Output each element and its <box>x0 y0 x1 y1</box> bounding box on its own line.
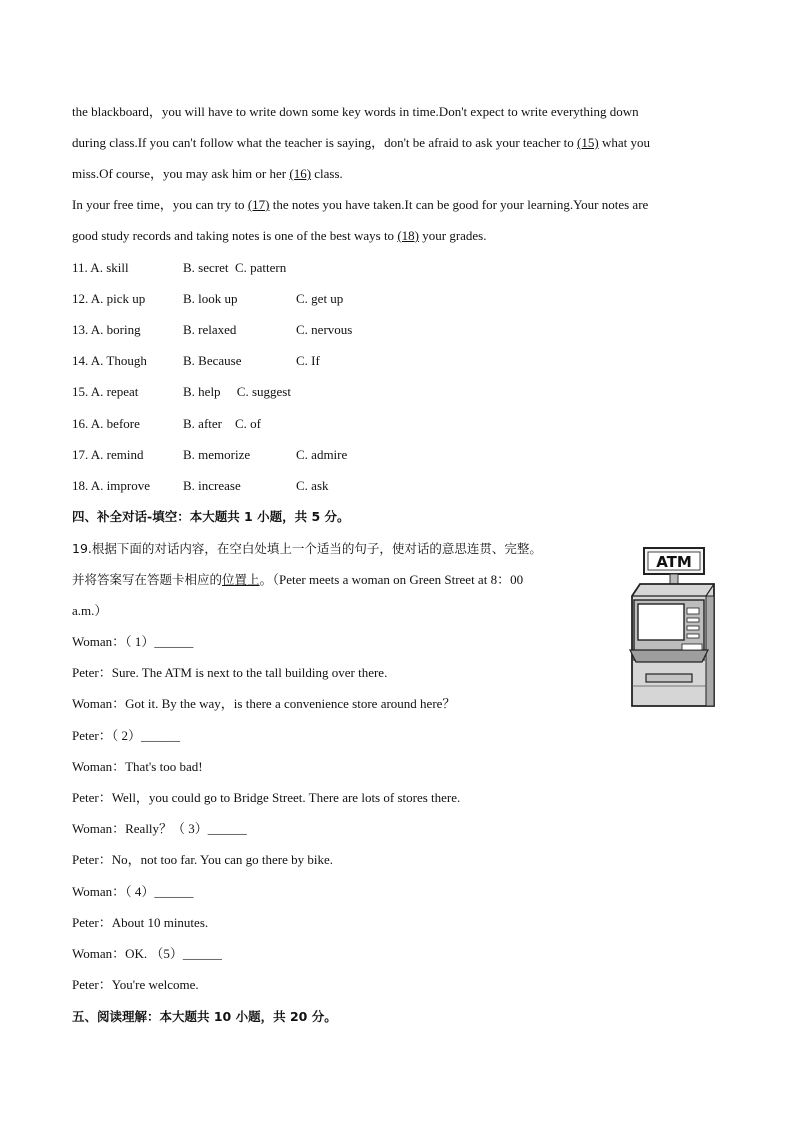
option-a: 11. A. skill <box>72 260 129 275</box>
option-b: B. Because <box>183 353 242 368</box>
option-a: 17. A. remind <box>72 447 144 462</box>
dialog-line: Peter：About 10 minutes. <box>72 915 209 930</box>
dialog-line: Peter：You're welcome. <box>72 977 199 992</box>
atm-machine-illustration <box>626 546 720 708</box>
passage-line-4 <box>72 197 648 213</box>
dialog-line: Woman：Really？（ 3）______ <box>72 821 247 836</box>
option-b: B. look up <box>183 291 238 306</box>
atm-button-icon <box>687 626 699 630</box>
dialog-line: Woman：Got it. By the way，is there a convenience store around here？ <box>72 696 456 711</box>
dialog-line: Peter：Sure. The ATM is next to the tall building over there. <box>72 665 388 680</box>
text: 。（Peter meets a woman on Green Street at 8：00 <box>259 572 524 587</box>
question-19-line-2 <box>72 572 523 588</box>
option-a: 15. A. repeat <box>72 384 139 399</box>
dialog-line: Peter：No，not too far. You can go there by bike. <box>72 852 334 867</box>
atm-cash-slot <box>646 674 692 682</box>
blank-16: (16) <box>289 166 312 181</box>
text: during class.If you can't follow what the teacher is saying，don't be afraid to ask your teacher to <box>72 135 578 150</box>
option-b: B. secret C. pattern <box>183 260 287 275</box>
section-heading-4: 四、补全对话-填空：本大题共 1 小题，共 5 分。 <box>72 509 350 524</box>
underlined-text: 位置上 <box>222 572 260 587</box>
dialog-line: Peter：（ 2）______ <box>72 728 180 743</box>
atm-slot-icon <box>687 608 699 614</box>
passage-line-2 <box>72 135 650 151</box>
blank-15: (15) <box>577 135 599 150</box>
atm-sign-post <box>670 574 678 584</box>
option-c: C. ask <box>296 478 329 493</box>
dialog-line: Woman：（ 4）______ <box>72 884 194 899</box>
option-c: C. nervous <box>296 322 353 337</box>
option-b: B. relaxed <box>183 322 237 337</box>
text: miss.Of course，you may ask him or her <box>72 166 290 181</box>
text: the notes you have taken.It can be good for your learning.Your notes are <box>269 197 649 212</box>
text: 并将答案写在答题卡相应的 <box>72 572 223 587</box>
passage-line-5 <box>72 228 487 244</box>
option-a: 13. A. boring <box>72 322 141 337</box>
option-b: B. increase <box>183 478 241 493</box>
option-c: C. If <box>296 353 320 368</box>
question-19-instruction: 19.根据下面的对话内容，在空白处填上一个适当的句子，使对话的意思连贯、完整。 <box>72 541 542 556</box>
atm-button-icon <box>687 634 699 638</box>
atm-keypad-icon <box>682 644 702 650</box>
option-a: 12. A. pick up <box>72 291 146 306</box>
dialog-line: Woman：（ 1）______ <box>72 634 194 649</box>
option-a: 14. A. Though <box>72 353 147 368</box>
option-c: C. get up <box>296 291 344 306</box>
option-b: B. help C. suggest <box>183 384 291 399</box>
section-heading-5: 五、阅读理解：本大题共 10 小题，共 20 分。 <box>72 1009 337 1024</box>
option-a: 16. A. before <box>72 416 140 431</box>
blank-17: (17) <box>247 197 270 212</box>
blank-18: (18) <box>397 228 419 243</box>
option-b: B. memorize <box>183 447 251 462</box>
text: what you <box>598 135 650 150</box>
dialog-line: Peter：Well，you could go to Bridge Street. There are lots of stores there. <box>72 790 461 805</box>
question-19-line-3: a.m.） <box>72 603 108 618</box>
option-a: 18. A. improve <box>72 478 150 493</box>
option-b: B. after C. of <box>183 416 261 431</box>
option-c: C. admire <box>296 447 348 462</box>
text: class. <box>311 166 343 181</box>
passage-line-3 <box>72 166 343 182</box>
text: In your free time，you can try to <box>72 197 248 212</box>
dialog-line: Woman：OK. （5）______ <box>72 946 222 961</box>
passage-line-1: the blackboard，you will have to write down some key words in time.Don't expect to write everything down <box>72 104 639 119</box>
text: your grades. <box>418 228 487 243</box>
atm-button-icon <box>687 618 699 622</box>
dialog-line: Woman：That's too bad! <box>72 759 203 774</box>
atm-screen <box>638 604 684 640</box>
atm-keypad-shelf <box>630 650 708 662</box>
text: good study records and taking notes is one of the best ways to <box>72 228 398 243</box>
atm-sign-label: ATM <box>656 553 692 571</box>
